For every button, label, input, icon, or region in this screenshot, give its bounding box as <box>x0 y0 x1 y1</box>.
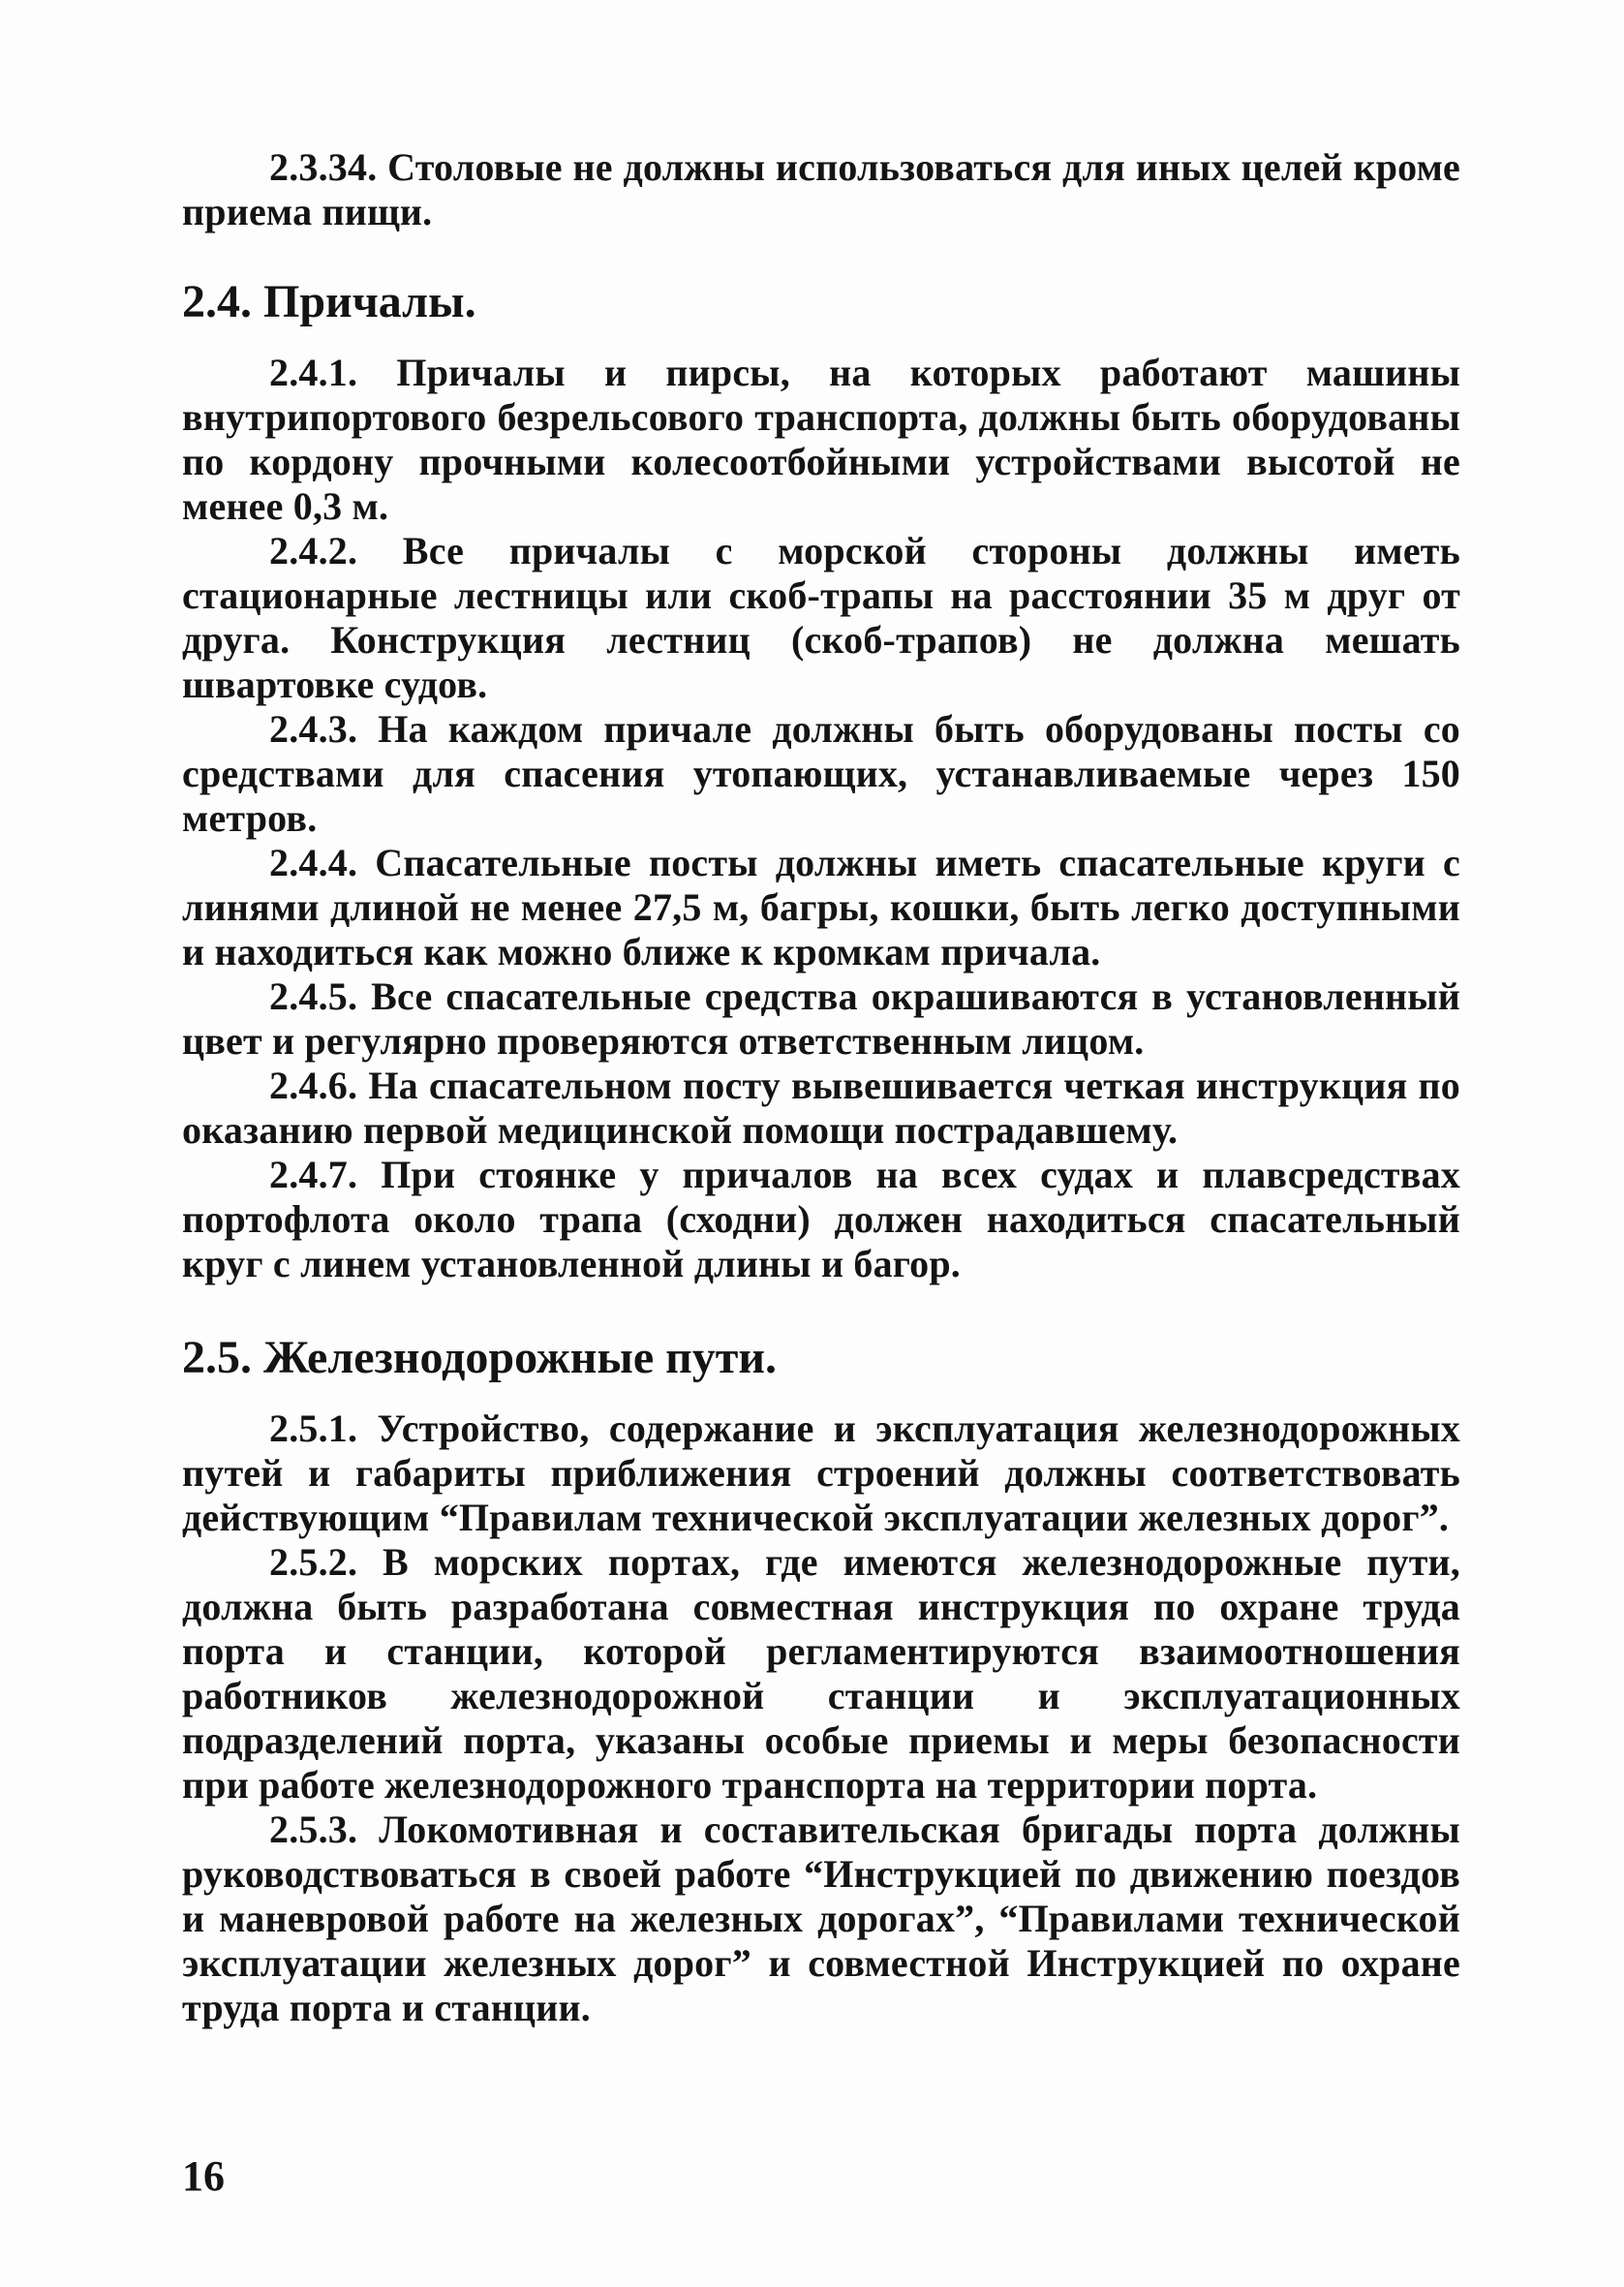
paragraph-2-4-4: 2.4.4. Спасательные посты должны иметь спасательные круги с линями длиной не менее 27,5 м, багры, кошки, быть легко доступными и находиться как можно ближе к кромкам причала. <box>182 841 1460 974</box>
paragraph-2-4-5: 2.4.5. Все спасательные средства окрашиваются в установленный цвет и регулярно проверяются ответственным лицом. <box>182 974 1460 1063</box>
paragraph-2-4-3: 2.4.3. На каждом причале должны быть оборудованы посты со средствами для спасения утопающих, устанавливаемые через 150 метров. <box>182 707 1460 840</box>
page-content <box>182 145 1460 2030</box>
section-heading-2-5: 2.5. Железнодорожные пути. <box>182 1332 778 1383</box>
paragraph-2-5-3: 2.5.3. Локомотивная и составительская бригады порта должны руководствоваться в своей работе “Инструкцией по движению поездов и маневровой работе на железных дорогах”, “Правилами технической эксплуатации железных дорог” и совместной Инструкцией по охране труда порта и станции. <box>182 1808 1460 2029</box>
section-heading-2-4: 2.4. Причалы. <box>182 276 476 327</box>
paragraph-2-4-6: 2.4.6. На спасательном посту вывешивается четкая инструкция по оказанию первой медицинской помощи пострадавшему. <box>182 1064 1460 1152</box>
paragraph-2-4-2: 2.4.2. Все причалы с морской стороны должны иметь стационарные лестницы или скоб-трапы на расстоянии 35 м друг от друга. Конструкция лестниц (скоб-трапов) не должна мешать швартовке судов. <box>182 529 1460 706</box>
paragraph-2-3-34: 2.3.34. Столовые не должны использоваться для иных целей кроме приема пищи. <box>182 145 1460 233</box>
paragraph-2-4-7: 2.4.7. При стоянке у причалов на всех судах и плавсредствах портофлота около трапа (сходни) должен находиться спасательный круг с линем установленной длины и багор. <box>182 1153 1460 1285</box>
paragraph-2-5-1: 2.5.1. Устройство, содержание и эксплуатация железнодорожных путей и габариты приближения строений должны соответствовать действующим “Правилам технической эксплуатации железных дорог”. <box>182 1406 1460 1539</box>
paragraph-2-4-1: 2.4.1. Причалы и пирсы, на которых работают машины внутрипортового безрельсового транспорта, должны быть оборудованы по кордону прочными колесоотбойными устройствами высотой не менее 0,3 м. <box>182 351 1460 528</box>
page-number: 16 <box>182 2152 225 2200</box>
paragraph-2-5-2: 2.5.2. В морских портах, где имеются железнодорожные пути, должна быть разработана совместная инструкция по охране труда порта и станции, которой регламентируются взаимоотношения работников железнодорожной станции и эксплуатационных подразделений порта, указаны особые приемы и меры безопасности при работе железнодорожного транспорта на территории порта. <box>182 1540 1460 1807</box>
